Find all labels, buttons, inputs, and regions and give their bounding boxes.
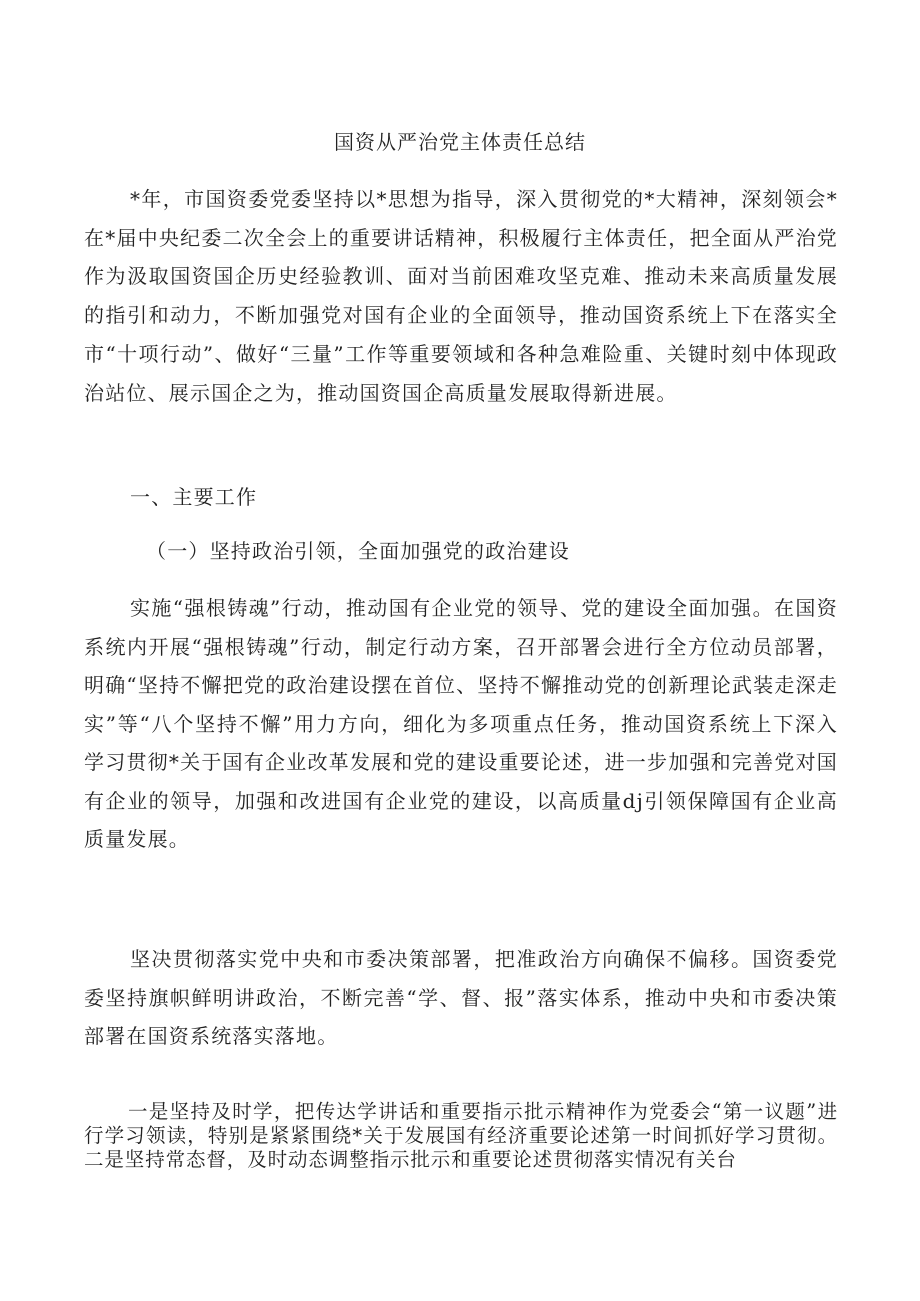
- body-paragraph-strong-roots: 实施“强根铸魂”行动，推动国有企业党的领导、党的建设全面加强。在国资系统内开展“强根铸魂”行动，制定行动方案，召开部署会进行全方位动员部署，明确“坚持不懈把党的政治建设摆在首位、坚持不懈推动党的创新理论武装走深走实”等“八个坚持不懈”用力方向，细化为多项重点任务，推动国资系统上下深入学习贯彻*关于国有企业改革发展和党的建设重要论述，进一步加强和完善党对国有企业的领导，加强和改进国有企业党的建设，以高质量dj引领保障国有企业高质量发展。: [84, 596, 838, 851]
- body-paragraph-study-supervise: 一是坚持及时学，把传达学讲话和重要指示批示精神作为党委会“第一议题”进行学习领读，特别是紧紧围绕*关于发展国有经济重要论述第一时间抓好学习贯彻。二是坚持常态督，及时动态调整指示批示和重要论述贯彻落实情况有关台: [84, 1100, 838, 1171]
- body-paragraph-implement-decisions: 坚决贯彻落实党中央和市委决策部署，把准政治方向确保不偏移。国资委党委坚持旗帜鲜明讲政治，不断完善“学、督、报”落实体系，推动中央和市委决策部署在国资系统落实落地。: [84, 947, 838, 1048]
- intro-paragraph: *年，市国资委党委坚持以*思想为指导，深入贯彻党的*大精神，深刻领会*在*届中央纪委二次全会上的重要讲话精神，积极履行主体责任，把全面从严治党作为汲取国资国企历史经验教训、面对当前困难攻坚克难、推动未来高质量发展的指引和动力，不断加强党对国有企业的全面领导，推动国资系统上下在落实全市“十项行动”、做好“三量”工作等重要领域和各种急难险重、关键时刻中体现政治站位、展示国企之为，推动国资国企高质量发展取得新进展。: [84, 187, 838, 405]
- document-title: 国资从严治党主体责任总结: [334, 130, 586, 154]
- subsection-heading-political-leadership: （一）坚持政治引领，全面加强党的政治建设: [146, 539, 570, 563]
- section-heading-main-work: 一、主要工作: [130, 485, 258, 509]
